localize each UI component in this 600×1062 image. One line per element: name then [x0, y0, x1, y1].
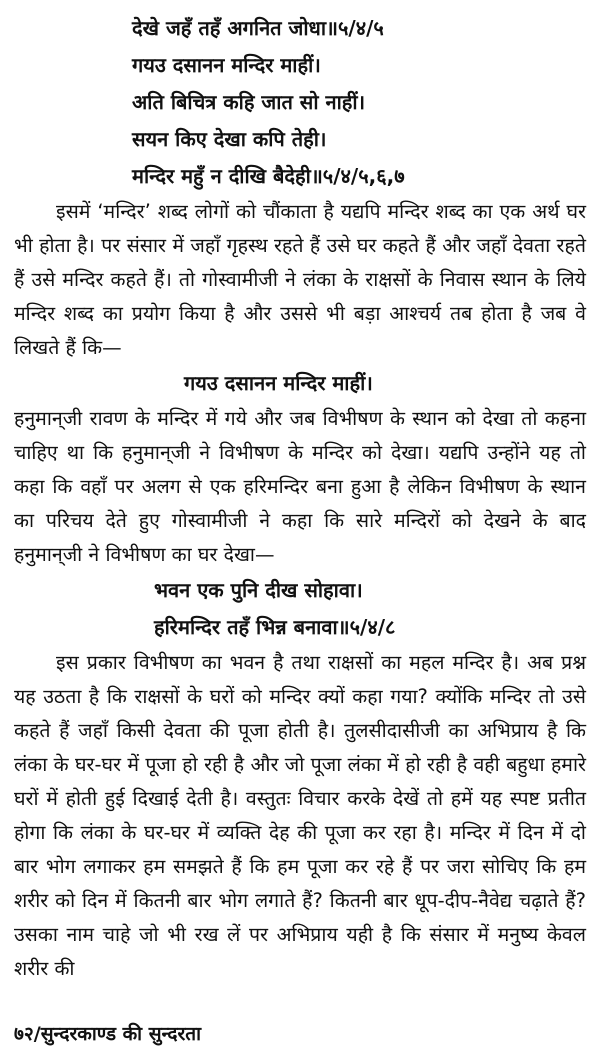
paragraph-2: हनुमान्‌जी रावण के मन्दिर में गये और जब विभीषण के स्थान को देखा तो कहना चाहिए था कि हनुमान्‌जी ने विभीषण के मन्दिर को देखा। यद्यपि उन्होंने यह तो कहा कि वहाँ पर अलग से एक हरिमन्दिर बना हुआ है लेकिन विभीषण के स्थान का परिचय देते हुए गोस्वामीजी ने कहा कि सारे मन्दिरों को देखने के बाद हनुमान्‌जी ने विभीषण का घर देखा— — [14, 407, 586, 566]
paragraph-1: इसमें ‘मन्दिर’ शब्द लोगों को चौंकाता है यद्यपि मन्दिर शब्द का एक अर्थ घर भी होता है। पर संसार में जहाँ गृहस्थ रहते हैं उसे घर कहते हैं और जहाँ देवता रहते हैं उसे मन्दिर कहते हैं। तो गोस्वामीजी ने लंका के राक्षसों के निवास स्थान के लिये मन्दिर शब्द का प्रयोग किया है और उससे भी बड़ा आश्चर्य तब होता है जब वे लिखते हैं कि— — [14, 200, 586, 359]
verse-line: मन्दिर महुँ न दीखि बैदेही॥५/४/५,६,७ — [132, 164, 405, 188]
verse-line: देखे जहँ तहँ अगनित जोधा॥५/४/५ — [132, 16, 384, 40]
verse-line: हरिमन्दिर तहँ भिन्न बनावा॥५/४/८ — [154, 615, 396, 639]
verse-line: अति बिचित्र कहि जात सो नाहीं। — [132, 90, 366, 114]
verse-line: सयन किए देखा कपि तेही। — [132, 127, 327, 151]
verse-line: गयउ दसानन मन्दिर माहीं। — [132, 53, 321, 77]
paragraph-3: इस प्रकार विभीषण का भवन है तथा राक्षसों का महल मन्दिर है। अब प्रश्न यह उठता है कि राक्षसों के घरों को मन्दिर क्यों कहा गया? क्योंकि मन्दिर तो उसे कहते हैं जहाँ किसी देवता की पूजा होती है। तुलसीदासीजी का अभिप्राय है कि लंका के घर-घर में पूजा हो रही है और जो पूजा लंका में हो रही है वही बहुधा हमारे घरों में होती हुई दिखाई देती है। वस्तुतः विचार करके देखें तो हमें यह स्पष्ट प्रतीत होगा कि लंका के घर-घर में व्यक्ति देह की पूजा कर रहा है। मन्दिर में दिन में दो बार भोग लगाकर हम समझते हैं कि हम पूजा कर रहे हैं पर जरा सोचिए कि हम शरीर को दिन में कितनी बार भोग लगाते हैं? कितनी बार धूप-दीप-नैवेद्य चढ़ाते हैं? उसका नाम चाहे जो भी रख लें पर अभिप्राय यही है कि संसार में मनुष्य केवल शरीर की — [14, 651, 586, 980]
verse-line: भवन एक पुनि दीख सोहावा। — [154, 578, 363, 602]
verse-line: गयउ दसानन मन्दिर माहीं। — [184, 371, 373, 395]
page-footer: ७२/सुन्दरकाण्ड की सुन्दरता — [14, 1023, 202, 1045]
